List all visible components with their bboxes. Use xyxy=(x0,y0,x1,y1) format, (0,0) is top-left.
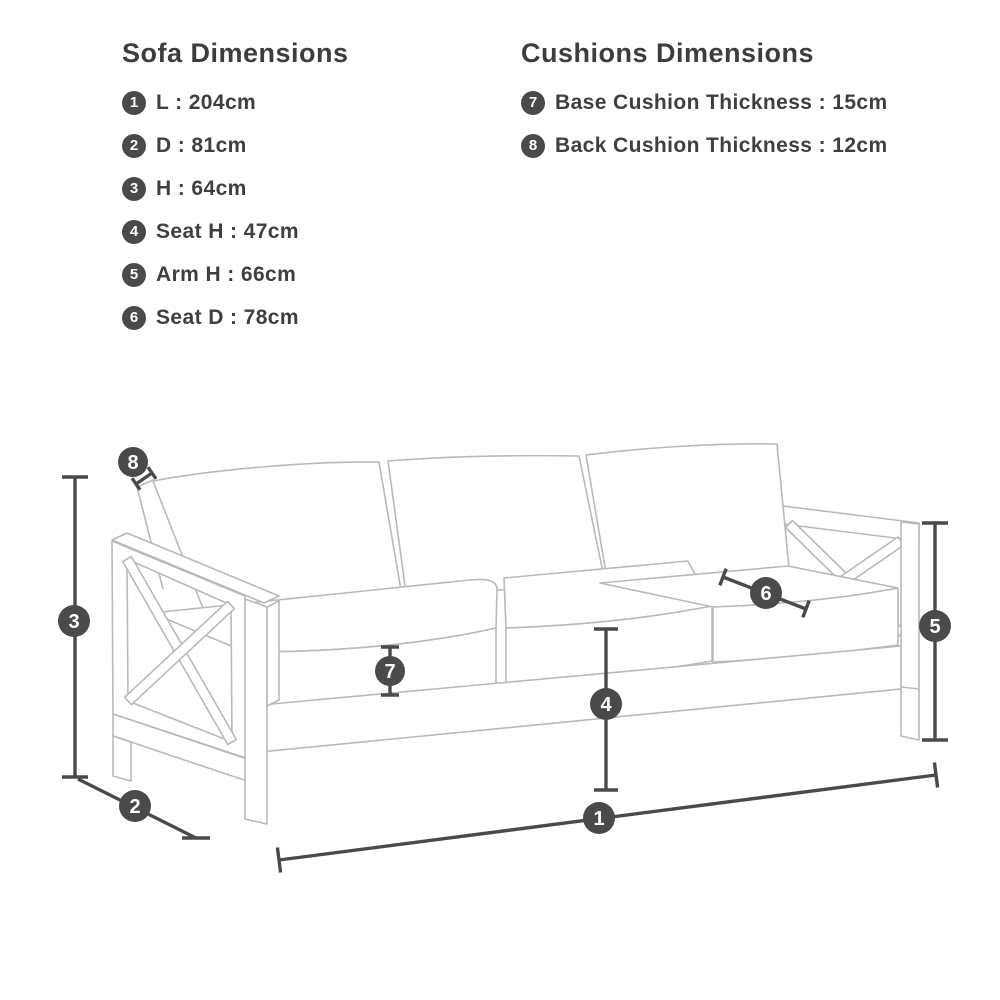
dim-marker-2 xyxy=(119,790,151,822)
dim-marker-5 xyxy=(919,610,951,642)
item-label: Arm H : 66cm xyxy=(156,262,297,286)
front-left-leg xyxy=(245,599,267,824)
item-label: Seat D : 78cm xyxy=(156,305,299,329)
number-badge: 7 xyxy=(521,91,545,115)
number-badge: 6 xyxy=(122,306,146,330)
svg-text:1: 1 xyxy=(593,808,605,830)
number-badge: 3 xyxy=(122,177,146,201)
dim-marker-6 xyxy=(750,577,782,609)
dim-marker-3 xyxy=(58,605,90,637)
svg-text:6: 6 xyxy=(760,583,772,605)
svg-text:8: 8 xyxy=(127,452,139,474)
item-label: H : 64cm xyxy=(156,176,247,200)
item-label: D : 81cm xyxy=(156,133,247,157)
svg-text:4: 4 xyxy=(600,694,612,716)
dim-marker-7 xyxy=(375,656,405,686)
number-badge: 1 xyxy=(122,91,146,115)
dim-marker-1 xyxy=(583,802,615,834)
number-badge: 5 xyxy=(122,263,146,287)
svg-text:7: 7 xyxy=(384,661,396,683)
dim-marker-8 xyxy=(118,447,148,477)
item-label: Back Cushion Thickness : 12cm xyxy=(555,133,888,157)
cushions-dimensions-heading: Cushions Dimensions xyxy=(521,38,815,68)
back-left-leg xyxy=(113,736,131,781)
svg-text:5: 5 xyxy=(929,616,941,638)
item-label: L : 204cm xyxy=(156,90,257,114)
number-badge: 4 xyxy=(122,220,146,244)
svg-text:3: 3 xyxy=(68,611,80,633)
item-label: Seat H : 47cm xyxy=(156,219,299,243)
sofa-dimensions-heading: Sofa Dimensions xyxy=(122,38,349,68)
item-label: Base Cushion Thickness : 15cm xyxy=(555,90,888,114)
dim-marker-4 xyxy=(590,688,622,720)
number-badge: 8 xyxy=(521,134,545,158)
number-badge: 2 xyxy=(122,134,146,158)
svg-text:2: 2 xyxy=(129,796,141,818)
